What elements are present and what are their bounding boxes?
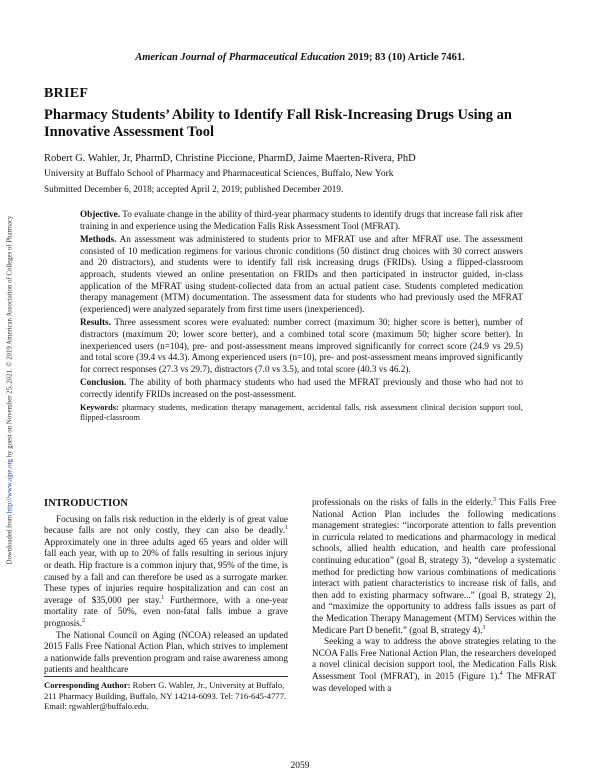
footnote-divider — [44, 676, 288, 677]
abstract-objective — [80, 209, 523, 232]
page-number: 2059 — [290, 761, 310, 771]
download-prefix: Downloaded from — [6, 513, 14, 565]
left-column — [44, 498, 288, 676]
right-p1-text-b: This Falls Free National Action Plan includes the following medications management strategies: “incorporate attention to falls prevention in curricula related to medications and pharmacology in medical schools, allied health education, and health care professional continuing education” (goal B, strategy 3), “develop a systematic method for predicting how various combinations of medications interact with patient characteristics to increase risk of falls, and then add to existing pharmacy software...” (goal B, strategy 2), and “maximize the opportunity to address falls issues as part of the Medication Therapy Management (MTM) Services within the Medicare Part D benefit.” (goal B, strategy 4). — [312, 497, 556, 635]
corresponding-text: Robert G. Wahler, Jr., University at Buffalo, 211 Pharmacy Building, Buffalo, NY 14214-6093. Tel: 716-645-4777. Email: rgwahler@buffalo.edu. — [44, 680, 287, 712]
keywords-text: pharmacy students, medication therapy management, accidental falls, risk assessment clinical decision support tool, flipped-classroom — [80, 402, 523, 422]
citation-ref: 1 — [161, 594, 165, 601]
methods-label: Methods. — [80, 234, 117, 245]
methods-text: An assessment was administered to students prior to MFRAT use and after MFRAT use. The assessment consisted of 10 medication regimens for various chronic conditions (50 distinct drug choices with 30 correct answers and 20 distractors), and students were to identify fall risk increasing drugs (FRIDs). Using a flipped-classroom approach, students viewed an online presentation on FRIDs and then participated in instructor guided, in-class application of the MFRAT using student-collected data from an actual patient case. Students completed medication therapy management (MTM) documentation. The assessment data for students who had previously used the MFRAT (experienced) were analyzed separately from first time users (inexperienced). — [80, 234, 523, 314]
submission-dates: Submitted December 6, 2018; accepted April 2, 2019; published December 2019. — [44, 184, 344, 194]
article-title: Pharmacy Students’ Ability to Identify Fall Risk-Increasing Drugs Using an Innovative Assessment Tool — [44, 107, 512, 140]
intro-p1-text-c: Furthermore, with a one-year mortality rate of 50%, even non-fatal falls imbue a grave prognosis. — [44, 594, 288, 628]
citation-ref: 3 — [482, 624, 486, 631]
citation-ref: 3 — [492, 496, 496, 503]
abstract — [80, 209, 523, 425]
download-notice — [7, 130, 14, 650]
intro-paragraph-1 — [44, 514, 288, 630]
journal-name: American Journal of Pharmaceutical Education — [135, 52, 346, 63]
keywords-label: Keywords: — [80, 402, 119, 412]
intro-p1-text-a: Focusing on falls risk reduction in the elderly is of great value because falls are not only costly, they can also be deadly. — [44, 513, 288, 536]
citation-ref: 1 — [285, 525, 288, 532]
right-column — [312, 497, 556, 694]
right-p2-text-a: Seeking a way to address the above strategies relating to the NCOA Falls Free National Action Plan, the researchers developed a novel clinical decision support tool, the Medication Falls Risk Assessment Tool (MFRAT), in 2015 (Figure 1). — [312, 636, 556, 681]
abstract-conclusion — [80, 377, 523, 400]
citation-ref: 4 — [499, 670, 503, 677]
citation-ref: 2 — [82, 617, 86, 624]
section-label: BRIEF — [44, 86, 89, 101]
intro-p1-text-b: Approximately one in three adults aged 65 years and older will fall each year, with up to 20% of falls resulting in serious injury or death. Hip fracture is a common injury that, 95% of the time, is caused by a fall and can therefore be used as a surrogate marker. These types of injuries require hospitalization and can cost an average of $35,000 per stay. — [44, 536, 288, 605]
right-p2-text-b: The MFRAT was developed with a — [312, 670, 556, 693]
right-paragraph-2 — [312, 636, 556, 694]
affiliation: University at Buffalo School of Pharmacy and Pharmaceutical Sciences, Buffalo, New York — [44, 169, 394, 179]
objective-text: To evaluate change in the ability of third-year pharmacy students to identify drugs that increase fall risk after training in and experience using the Medication Falls Risk Assessment Tool (MFRAT). — [80, 209, 523, 231]
corresponding-author — [44, 680, 288, 712]
conclusion-label: Conclusion. — [80, 377, 127, 388]
introduction-heading: INTRODUCTION — [44, 498, 129, 509]
author-list: Robert G. Wahler, Jr, PharmD, Christine Piccione, PharmD, Jaime Maerten-Rivera, PhD — [44, 153, 416, 164]
objective-label: Objective. — [80, 209, 121, 219]
conclusion-text: The ability of both pharmacy students who had used the MFRAT previously and those who had not to correctly identify FRIDs increased on the post-assessment. — [80, 377, 523, 399]
ajpe-link[interactable]: http://www.ajpe.org — [6, 458, 14, 514]
download-suffix: by guest on November 25, 2021. © 2019 American Association of Colleges of Pharmacy — [6, 215, 14, 459]
keywords — [80, 403, 523, 423]
intro-paragraph-2: The National Council on Aging (NCOA) released an updated 2015 Falls Free National Action Plan, which strives to implement a nationwide falls prevention program and raise awareness among patients and healthcare — [44, 629, 288, 675]
right-p1-text-a: professionals on the risks of falls in the elderly. — [312, 497, 493, 507]
journal-volume: 2019; 83 (10) Article 7461. — [345, 52, 465, 63]
right-paragraph-1 — [312, 497, 556, 636]
abstract-results — [80, 317, 523, 375]
results-text: Three assessment scores were evaluated: number correct (maximum 30; higher score is better), number of distractors (maximum 20; lower score better), and a combined total score (maximum 50; higher score better). In inexperienced users (n=104), pre- and post-assessment means improved significantly for correct score (24.9 vs 29.5) and total score (39.4 vs 44.3). Among experienced users (n=10), pre- and post-assessment means improved significantly for correct responses (27.3 vs 29.7), distractors (7.0 vs 3.5), and total score (40.3 vs 46.2). — [80, 317, 523, 374]
results-label: Results. — [80, 317, 111, 328]
journal-citation — [0, 52, 600, 63]
corresponding-label: Corresponding Author: — [44, 680, 131, 690]
abstract-methods — [80, 234, 523, 315]
